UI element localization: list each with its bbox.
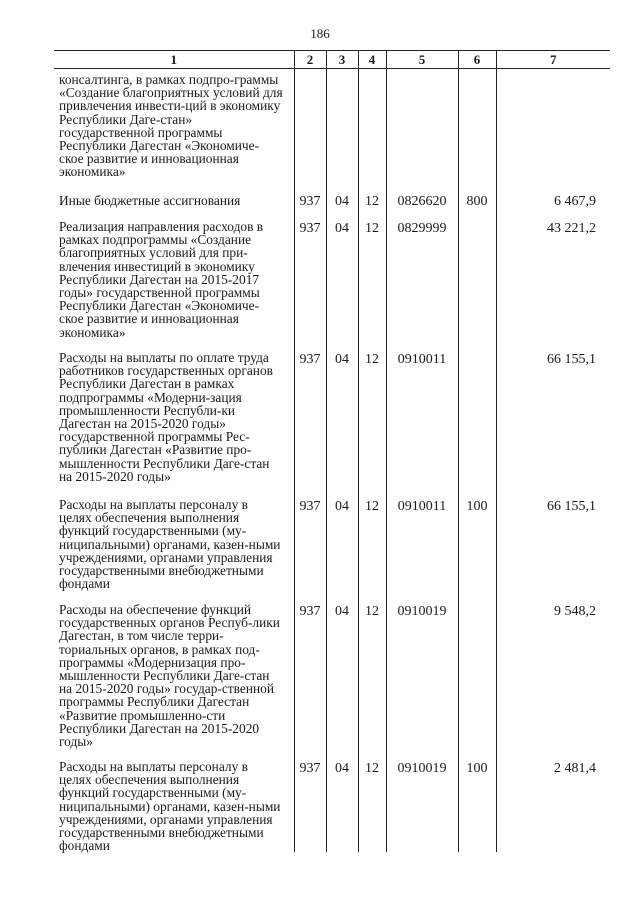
row-description: Расходы на выплаты персоналу в целях обеспечения выполнения функций государственными (му-ниципальными) органами, казен-ными учреждениями, органами управления государственными внебюджетными фондами bbox=[59, 759, 281, 854]
column-header-6: 6 bbox=[458, 51, 496, 69]
row-description: Расходы на выплаты по оплате труда работников государственных органов Республики Дагестан в рамках подпрограммы «Модерни-зация промышленности Республи-ки Дагестан на 2015-2020 годы» государственной программы Рес-публики Дагестан «Развитие про-мышленности Республики Даге-стан на 2015-2020 годы» bbox=[59, 350, 273, 484]
row-amount: 6 467,9 bbox=[496, 194, 610, 220]
row-csr: 0910019 bbox=[386, 603, 458, 760]
row-vr: 100 bbox=[458, 760, 496, 852]
row-rz: 04 bbox=[326, 194, 358, 220]
row-pr: 12 bbox=[358, 220, 386, 351]
column-header-3: 3 bbox=[326, 51, 358, 69]
row-gr: 937 bbox=[294, 498, 326, 603]
row-gr: 937 bbox=[294, 220, 326, 351]
table-row bbox=[54, 498, 610, 603]
row-amount: 66 155,1 bbox=[496, 498, 610, 603]
row-csr: 0829999 bbox=[386, 220, 458, 351]
row-vr bbox=[458, 220, 496, 351]
budget-table bbox=[54, 50, 610, 852]
row-amount: 66 155,1 bbox=[496, 351, 610, 498]
table-row bbox=[54, 194, 610, 220]
row-pr: 12 bbox=[358, 603, 386, 760]
row-gr: 937 bbox=[294, 194, 326, 220]
column-header-2: 2 bbox=[294, 51, 326, 69]
row-gr: 937 bbox=[294, 603, 326, 760]
row-description: Расходы на выплаты персоналу в целях обеспечения выполнения функций государственными (му-ниципальными) органами, казен-ными учреждениями, органами управления государственными внебюджетными фондами bbox=[59, 497, 281, 592]
row-description: Реализация направления расходов в рамках подпрограммы «Создание благоприятных условий для при-влечения инвестиций в экономику Республики Дагестан на 2015-2017 годы» государственной программы Республики Дагестан «Экономиче-ское развитие и инновационная экономика» bbox=[59, 219, 264, 340]
row-rz: 04 bbox=[326, 220, 358, 351]
row-amount: 2 481,4 bbox=[496, 760, 610, 852]
row-csr: 0826620 bbox=[386, 194, 458, 220]
row-pr bbox=[358, 69, 386, 195]
row-pr: 12 bbox=[358, 760, 386, 852]
row-csr: 0910011 bbox=[386, 351, 458, 498]
column-header-4: 4 bbox=[358, 51, 386, 69]
table-row bbox=[54, 220, 610, 351]
row-csr: 0910019 bbox=[386, 760, 458, 852]
row-pr: 12 bbox=[358, 194, 386, 220]
row-vr bbox=[458, 603, 496, 760]
column-header-7: 7 bbox=[496, 51, 610, 69]
row-gr: 937 bbox=[294, 760, 326, 852]
row-rz: 04 bbox=[326, 498, 358, 603]
row-rz bbox=[326, 69, 358, 195]
row-amount bbox=[496, 69, 610, 195]
table-row bbox=[54, 351, 610, 498]
row-amount: 9 548,2 bbox=[496, 603, 610, 760]
row-gr bbox=[294, 69, 326, 195]
header-row bbox=[54, 51, 610, 69]
row-vr: 100 bbox=[458, 498, 496, 603]
row-rz: 04 bbox=[326, 760, 358, 852]
column-header-5: 5 bbox=[386, 51, 458, 69]
row-rz: 04 bbox=[326, 603, 358, 760]
table-row bbox=[54, 760, 610, 852]
column-header-1: 1 bbox=[54, 51, 294, 69]
row-description: консалтинга, в рамках подпро-граммы «Создание благоприятных условий для привлечения инвести-ций в экономику Республики Даге-стан» государственной программы Республики Дагестан «Экономиче-ское развитие и инновационная экономика» bbox=[59, 72, 283, 180]
row-amount: 43 221,2 bbox=[496, 220, 610, 351]
table-row bbox=[54, 69, 610, 195]
row-vr bbox=[458, 351, 496, 498]
row-vr: 800 bbox=[458, 194, 496, 220]
row-description: Расходы на обеспечение функций государственных органов Респуб-лики Дагестан, в том числе терри-ториальных органов, в рамках под-программы «Модернизация про-мышленности Республики Даге-стан на 2015-2020 годы» государ-ственной программы Республики Дагестан «Развитие промышленно-сти Республики Дагестан на 2015-2020 годы» bbox=[59, 602, 280, 750]
row-description: Иные бюджетные ассигнования bbox=[59, 193, 241, 208]
row-csr bbox=[386, 69, 458, 195]
row-rz: 04 bbox=[326, 351, 358, 498]
row-pr: 12 bbox=[358, 351, 386, 498]
table-row bbox=[54, 603, 610, 760]
row-vr bbox=[458, 69, 496, 195]
row-gr: 937 bbox=[294, 351, 326, 498]
row-pr: 12 bbox=[358, 498, 386, 603]
row-csr: 0910011 bbox=[386, 498, 458, 603]
page-number: 186 bbox=[310, 26, 330, 41]
